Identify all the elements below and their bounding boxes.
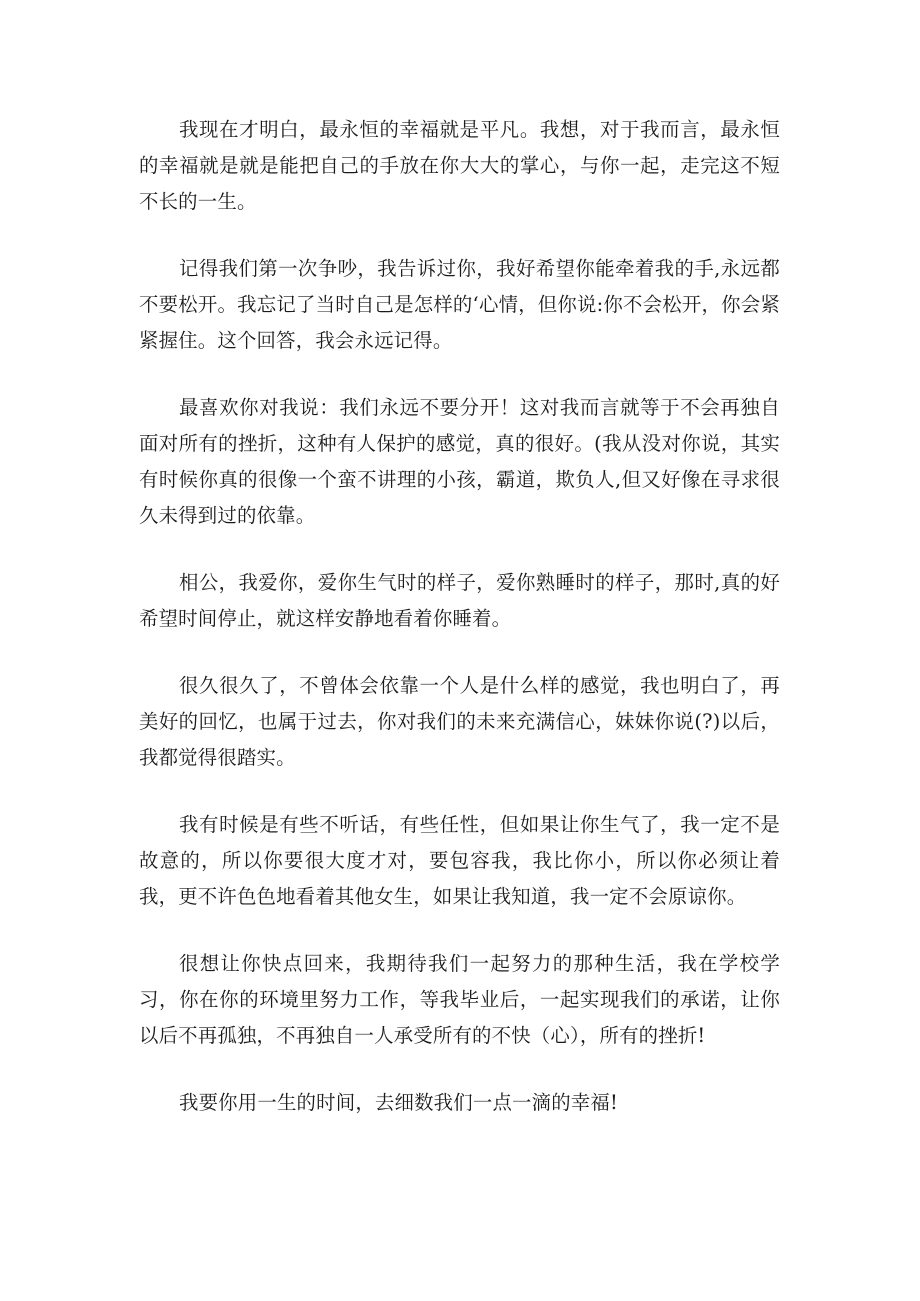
paragraph-4: 相公，我爱你，爱你生气时的样子，爱你熟睡时的样子，那时,真的好希望时间停止，就这样安静地看着你睡着。 [139,571,780,630]
paragraph-8: 我要你用一生的时间，去细数我们一点一滴的幸福! [179,1091,618,1114]
paragraph-2: 记得我们第一次争吵，我告诉过你，我好希望你能牵着我的手,永远都不要松开。我忘记了当时自己是怎样的‘心情，但你说:你不会松开，你会紧紧握住。这个回答，我会永远记得。 [139,257,780,352]
document-body [139,112,780,1152]
paragraph-1: 我现在才明白，最永恒的幸福就是平凡。我想，对于我而言，最永恒的幸福就是就是能把自己的手放在你大大的掌心，与你一起，走完这不短不长的一生。 [139,118,780,213]
paragraph-6: 我有时候是有些不听话，有些任性，但如果让你生气了，我一定不是故意的，所以你要很大度才对，要包容我，我比你小，所以你必须让着我，更不许色色地看着其他女生，如果让我知道，我一定不会原谅你。 [139,813,780,908]
paragraph-7: 很想让你快点回来，我期待我们一起努力的那种生活，我在学校学习，你在你的环境里努力工作，等我毕业后，一起实现我们的承诺，让你以后不再孤独，不再独自一人承受所有的不快（心），所有的挫折! [139,952,780,1047]
paragraph-5: 很久很久了，不曾体会依靠一个人是什么样的感觉，我也明白了，再美好的回忆，也属于过去，你对我们的未来充满信心，妹妹你说(?)以后，我都觉得很踏实。 [139,674,780,769]
paragraph-3: 最喜欢你对我说：我们永远不要分开！这对我而言就等于不会再独自面对所有的挫折，这种有人保护的感觉，真的很好。(我从没对你说，其实有时候你真的很像一个蛮不讲理的小孩，霸道，欺负人,但又好像在寻求很久未得到过的依靠。 [139,396,780,527]
